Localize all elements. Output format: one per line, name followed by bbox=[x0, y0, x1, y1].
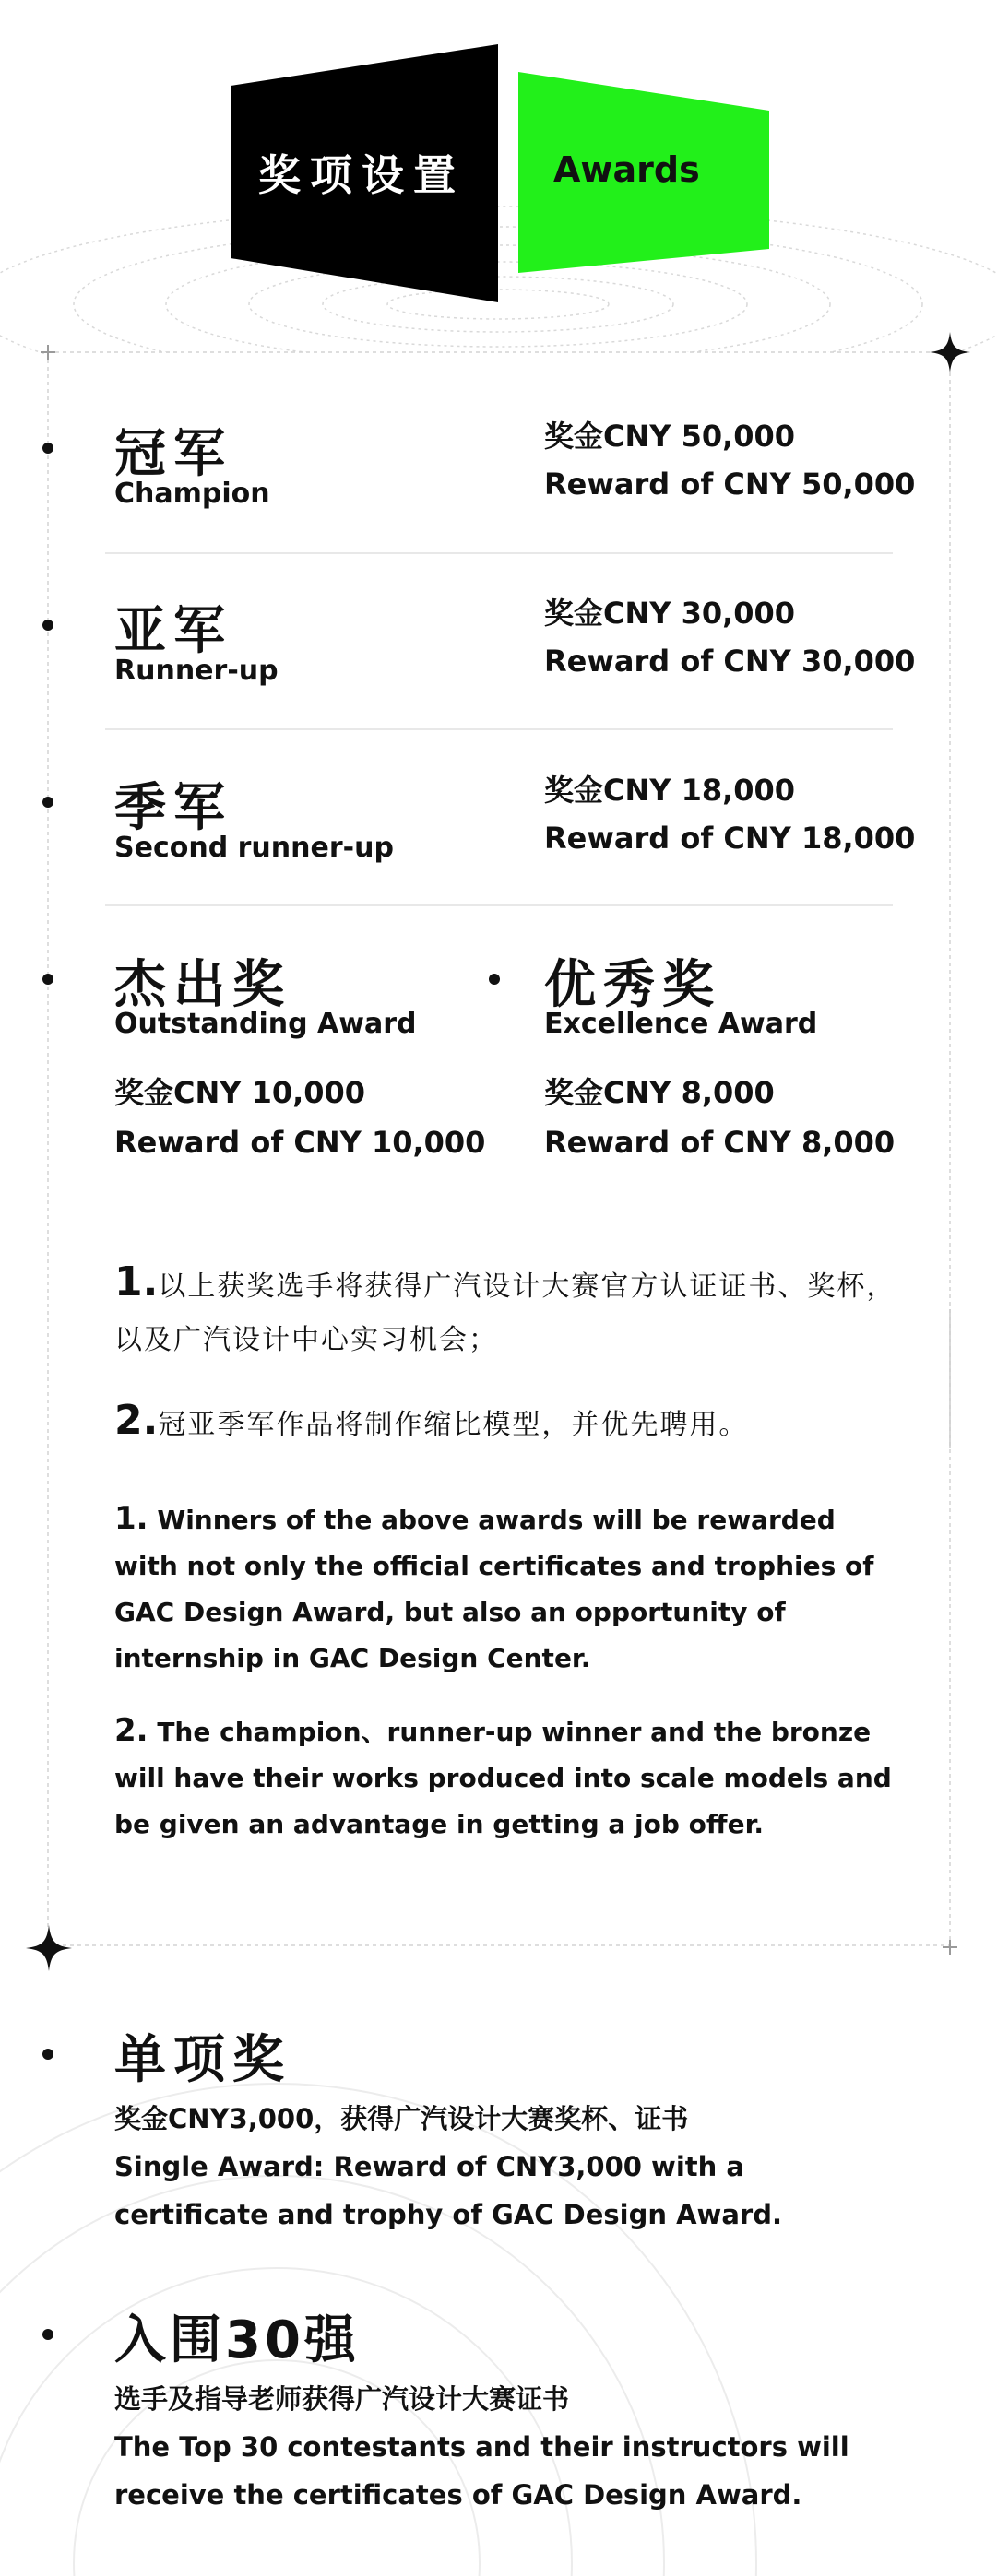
bullet bbox=[489, 974, 500, 985]
bullet bbox=[42, 620, 53, 631]
second-runner-up-reward-en: Reward of CNY 18,000 bbox=[544, 821, 916, 856]
sparkle-icon bbox=[930, 332, 970, 372]
single-award-title: 单项奖 bbox=[114, 2030, 291, 2090]
champion-reward-cn: 奖金CNY 50,000 bbox=[544, 419, 796, 454]
single-award-desc-en: Single Award: Reward of CNY3,000 with a certificate and trophy of GAC Design Award. bbox=[114, 2151, 782, 2230]
note-text: The champion、runner-up winner and the bronze will have their works produced into scale models and be given an advantage in getting a job offer. bbox=[114, 1717, 892, 1839]
note-text: 以上获奖选手将获得广汽设计大赛官方认证证书、奖杯，以及广汽设计中心实习机会； bbox=[114, 1270, 896, 1356]
note-text: 冠亚季军作品将制作缩比模型，并优先聘用。 bbox=[158, 1409, 749, 1441]
outstanding-title: 杰出奖 bbox=[114, 955, 291, 1015]
runner-up-subtitle: Runner-up bbox=[114, 655, 279, 687]
note-number: 2. bbox=[114, 1397, 159, 1444]
note-number: 1. bbox=[114, 1258, 159, 1306]
note-number: 1. bbox=[114, 1500, 148, 1537]
second-runner-up-subtitle: Second runner-up bbox=[114, 832, 394, 864]
champion-subtitle: Champion bbox=[114, 478, 270, 510]
champion-title: 冠军 bbox=[114, 424, 232, 484]
single-award-desc-cn: 奖金CNY3,000，获得广汽设计大赛奖杯、证书 bbox=[114, 2103, 689, 2134]
bullet bbox=[42, 974, 53, 985]
note-cn-2 bbox=[114, 1394, 898, 1452]
bullet bbox=[42, 443, 53, 454]
excellence-title: 优秀奖 bbox=[544, 955, 721, 1015]
bullet bbox=[42, 2049, 53, 2060]
note-cn-1 bbox=[114, 1256, 898, 1367]
second-runner-up-reward-cn: 奖金CNY 18,000 bbox=[544, 773, 796, 808]
divider bbox=[105, 728, 893, 730]
runner-up-reward-cn: 奖金CNY 30,000 bbox=[544, 596, 796, 631]
note-number: 2. bbox=[114, 1712, 148, 1749]
runner-up-reward-en: Reward of CNY 30,000 bbox=[544, 644, 916, 679]
divider bbox=[105, 904, 893, 906]
top30-desc-cn: 选手及指导老师获得广汽设计大赛证书 bbox=[114, 2383, 570, 2415]
note-en-1 bbox=[114, 1495, 898, 1682]
top30-desc-en: The Top 30 contestants and their instructors will receive the certificates of GAC Design Award. bbox=[114, 2431, 849, 2511]
excellence-reward-cn: 奖金CNY 8,000 bbox=[544, 1075, 775, 1110]
note-text: Winners of the above awards will be rewarded with not only the official certificates and trophies of GAC Design Award, but also an opportunity of internship in GAC Design Center. bbox=[114, 1505, 874, 1673]
bullet bbox=[42, 2329, 53, 2340]
header-title-cn: 奖项设置 bbox=[258, 150, 465, 200]
outstanding-reward-cn: 奖金CNY 10,000 bbox=[114, 1075, 366, 1110]
second-runner-up-title: 季军 bbox=[114, 778, 232, 838]
sparkle-icon bbox=[26, 1925, 72, 1971]
note-en-2 bbox=[114, 1707, 898, 1848]
header-title-en: Awards bbox=[553, 149, 700, 190]
runner-up-title: 亚军 bbox=[114, 601, 232, 661]
bullet bbox=[42, 797, 53, 808]
top30-title: 入围30强 bbox=[114, 2310, 360, 2370]
outstanding-reward-en: Reward of CNY 10,000 bbox=[114, 1125, 486, 1160]
divider bbox=[105, 552, 893, 554]
champion-reward-en: Reward of CNY 50,000 bbox=[544, 467, 916, 502]
excellence-reward-en: Reward of CNY 8,000 bbox=[544, 1125, 896, 1160]
outstanding-subtitle: Outstanding Award bbox=[114, 1008, 417, 1040]
excellence-subtitle: Excellence Award bbox=[544, 1008, 818, 1040]
